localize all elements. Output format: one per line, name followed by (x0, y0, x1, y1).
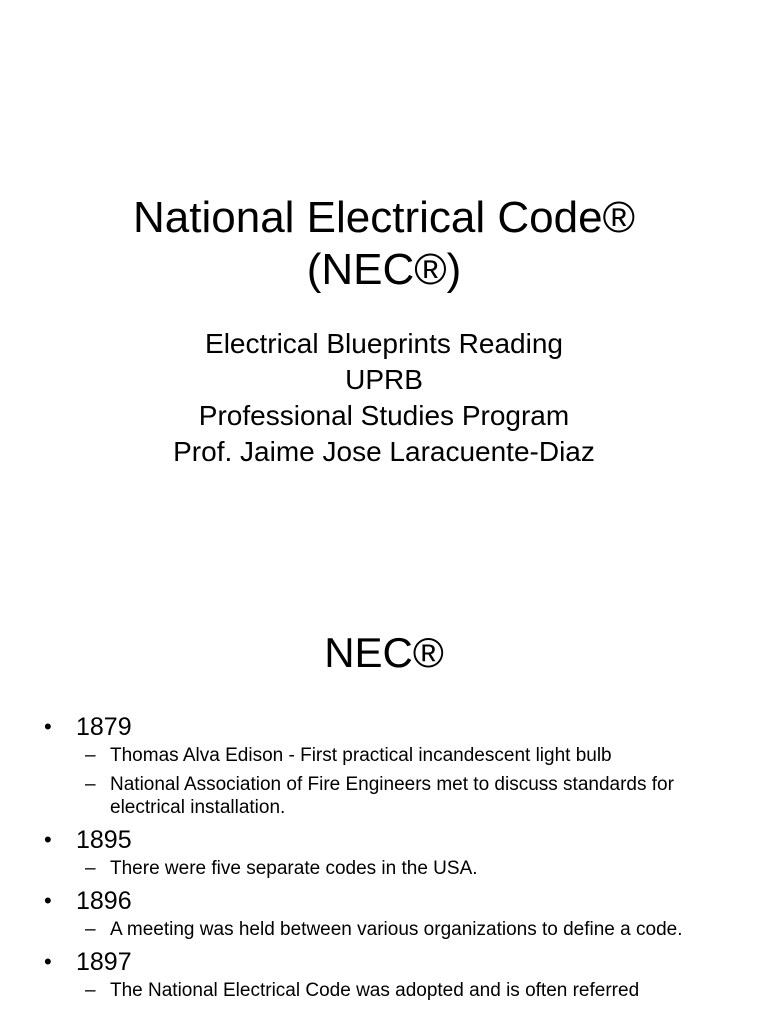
bullet-icon: • (44, 949, 52, 974)
sub-item-text: Thomas Alva Edison - First practical incandescent light bulb (110, 745, 612, 766)
sub-item-text: The National Electrical Code was adopted and is often referred (110, 980, 640, 1001)
dash-icon: – (85, 980, 96, 1001)
subtitle-line-course: Electrical Blueprints Reading (205, 328, 563, 359)
sub-item-text: National Association of Fire Engineers met to discuss standards for electrical installation. (110, 774, 674, 818)
list-item (44, 712, 734, 742)
dash-icon: – (85, 919, 96, 940)
sub-item (44, 979, 734, 1002)
sub-item (44, 773, 734, 819)
sub-item (44, 857, 734, 880)
sub-item (44, 744, 734, 767)
year-label: 1897 (76, 948, 132, 976)
title-line: National Electrical Code® (133, 193, 635, 242)
slide-heading: NEC® (324, 629, 444, 676)
slide-nec-history (0, 576, 768, 1024)
year-label: 1896 (76, 887, 132, 915)
list-item (44, 886, 734, 916)
dash-icon: – (85, 745, 96, 766)
bullet-icon: • (44, 827, 52, 852)
page-title (0, 192, 768, 296)
dash-icon: – (85, 774, 96, 795)
year-label: 1895 (76, 826, 132, 854)
year-label: 1879 (76, 713, 132, 741)
dash-icon: – (85, 858, 96, 879)
sub-item-text: There were five separate codes in the USA. (110, 858, 478, 879)
bullet-list (44, 712, 734, 1008)
title-line: (NEC®) (306, 245, 462, 294)
sub-item (44, 918, 734, 941)
subtitle (0, 326, 768, 470)
subtitle-line-author: Prof. Jaime Jose Laracuente-Diaz (173, 436, 595, 467)
sub-item-text: A meeting was held between various organizations to define a code. (110, 919, 683, 940)
list-item (44, 947, 734, 977)
subtitle-line-program: Professional Studies Program (198, 400, 570, 431)
list-item (44, 825, 734, 855)
bullet-icon: • (44, 714, 52, 739)
bullet-icon: • (44, 888, 52, 913)
subtitle-line-institution: UPRB (345, 364, 423, 395)
